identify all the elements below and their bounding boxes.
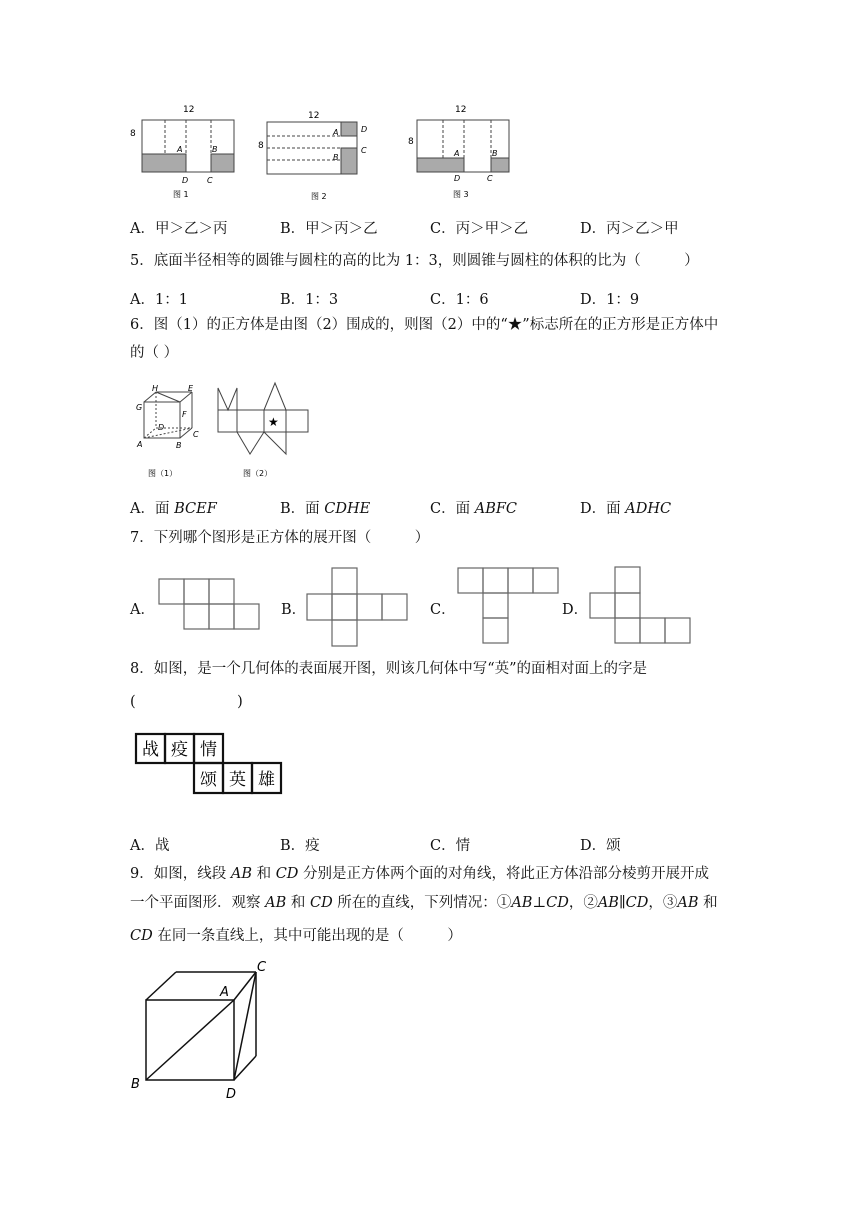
q6-option-a-prefix: A．面 [130, 501, 175, 517]
q6-option-a-face: BCEF [174, 501, 217, 517]
fig1-width-label: 12 [183, 105, 195, 115]
q6-cube-label-a: A [137, 440, 143, 449]
q6-cube-label-e: E [188, 384, 194, 393]
fig2-label-d: D [361, 125, 368, 134]
q4-option-c[interactable]: C．丙＞甲＞乙 [430, 221, 529, 237]
q6-option-d[interactable] [580, 497, 671, 518]
q6-cube-label-g: G [136, 403, 143, 412]
q6-cube-label-d: D [158, 423, 165, 432]
q8-option-d[interactable]: D．颂 [580, 838, 621, 854]
q9-label-a: A [220, 985, 229, 1000]
q6-cube-label-f: F [182, 410, 187, 419]
q6-fig2-caption: 图（2） [243, 469, 273, 478]
fig2-label-c: C [361, 146, 367, 155]
fig3-label-a: A [454, 149, 460, 158]
fig2-label-b: B [333, 153, 339, 162]
q9-question-line1: 9．如图，线段 AB 和 CD 分别是正方体两个面的对角线，将此正方体沿部分棱剪开展开成 [130, 866, 710, 882]
q6-option-c[interactable] [430, 497, 517, 518]
q6-cube-figure [130, 382, 210, 482]
fig3-height-label: 8 [408, 137, 414, 147]
star-icon: ★ [268, 415, 279, 429]
q6-fig1-caption: 图（1） [148, 469, 178, 478]
q6-option-d-prefix: D．面 [580, 501, 626, 517]
q6-question-line2: 的（ ） [130, 345, 179, 361]
q6-cube-label-h: H [152, 384, 159, 393]
q9-cube-figure [126, 958, 276, 1108]
q7-net-c[interactable] [455, 565, 561, 647]
q9-label-c: C [257, 960, 267, 975]
q8-cell-5: 英 [229, 770, 246, 790]
q5-question: 5．底面半径相等的圆锥与圆柱的高的比为 1：3，则圆锥与圆柱的体积的比为（ ） [130, 253, 699, 269]
q6-option-c-prefix: C．面 [430, 501, 475, 517]
fig2-width-label: 12 [308, 111, 320, 121]
q8-question: 8．如图，是一个几何体的表面展开图，则该几何体中写“英”的面相对面上的字是 [130, 661, 648, 677]
fig1-label-b: B [212, 145, 218, 154]
fig2-label-a: A [333, 128, 339, 137]
q6-option-d-face: ADHC [625, 501, 672, 517]
q6-net-figure [215, 380, 315, 482]
fig3-label-b: B [492, 149, 498, 158]
q5-option-c[interactable]: C．1：6 [430, 292, 489, 308]
q6-option-c-face: ABFC [474, 501, 518, 517]
q4-option-d[interactable]: D．丙＞乙＞甲 [580, 221, 679, 237]
q8-cell-3: 情 [200, 740, 217, 760]
fig1-caption: 图 1 [173, 190, 189, 199]
q7-option-d-letter[interactable]: D． [562, 602, 589, 618]
q7-net-d[interactable] [586, 564, 694, 646]
q8-cell-4: 颂 [200, 770, 217, 790]
q8-option-a[interactable]: A．战 [130, 838, 170, 854]
q6-option-b-prefix: B．面 [280, 501, 325, 517]
q5-option-a[interactable]: A．1：1 [130, 292, 188, 308]
fig3-width-label: 12 [455, 105, 467, 115]
q8-cell-1: 战 [142, 740, 159, 760]
fig1-label-a: A [177, 145, 183, 154]
q7-option-a-letter[interactable]: A． [130, 602, 155, 618]
q6-option-a[interactable] [130, 497, 217, 518]
fig2-height-label: 8 [258, 141, 264, 151]
q8-cell-2: 疫 [171, 740, 188, 760]
q6-cube-label-b: B [176, 441, 182, 450]
fig3-label-d: D [454, 174, 461, 183]
q8-cell-6: 雄 [258, 770, 275, 790]
q7-net-b[interactable] [303, 566, 411, 648]
q7-option-b-letter[interactable]: B． [281, 602, 307, 618]
q8-paren: ( ) [130, 694, 243, 710]
q8-option-c[interactable]: C．情 [430, 838, 471, 854]
fig1-height-label: 8 [130, 129, 136, 139]
q9-label-d: D [226, 1087, 237, 1102]
q9-question-line3: CD 在同一条直线上，其中可能出现的是（ ） [130, 928, 462, 944]
q4-option-b[interactable]: B．甲＞丙＞乙 [280, 221, 378, 237]
q9-question-line2: 一个平面图形．观察 AB 和 CD 所在的直线，下列情况：①AB⊥CD，②AB∥CD，③AB 和 [130, 895, 718, 911]
q7-question: 7．下列哪个图形是正方体的展开图（ ） [130, 530, 430, 546]
q8-net-figure [134, 732, 284, 798]
q4-option-a[interactable]: A．甲＞乙＞丙 [130, 221, 228, 237]
q7-option-c-letter[interactable]: C． [430, 602, 456, 618]
figure-2 [253, 108, 383, 202]
q6-option-b-face: CDHE [324, 501, 371, 517]
fig1-label-d: D [182, 176, 189, 185]
q9-label-b: B [131, 1077, 140, 1092]
q5-option-b[interactable]: B．1：3 [280, 292, 339, 308]
q8-option-b[interactable]: B．疫 [280, 838, 320, 854]
figure-1 [125, 100, 245, 200]
fig3-caption: 图 3 [453, 190, 469, 199]
q6-question-line1: 6．图（1）的正方体是由图（2）围成的，则图（2）中的“★”标志所在的正方形是正方体中 [130, 317, 719, 333]
fig1-label-c: C [207, 176, 213, 185]
q6-cube-label-c: C [193, 430, 199, 439]
q6-option-b[interactable] [280, 497, 370, 518]
q5-option-d[interactable]: D．1：9 [580, 292, 640, 308]
fig2-caption: 图 2 [311, 192, 327, 201]
fig3-label-c: C [487, 174, 493, 183]
figure-3 [405, 100, 525, 200]
q7-net-a[interactable] [156, 576, 262, 634]
